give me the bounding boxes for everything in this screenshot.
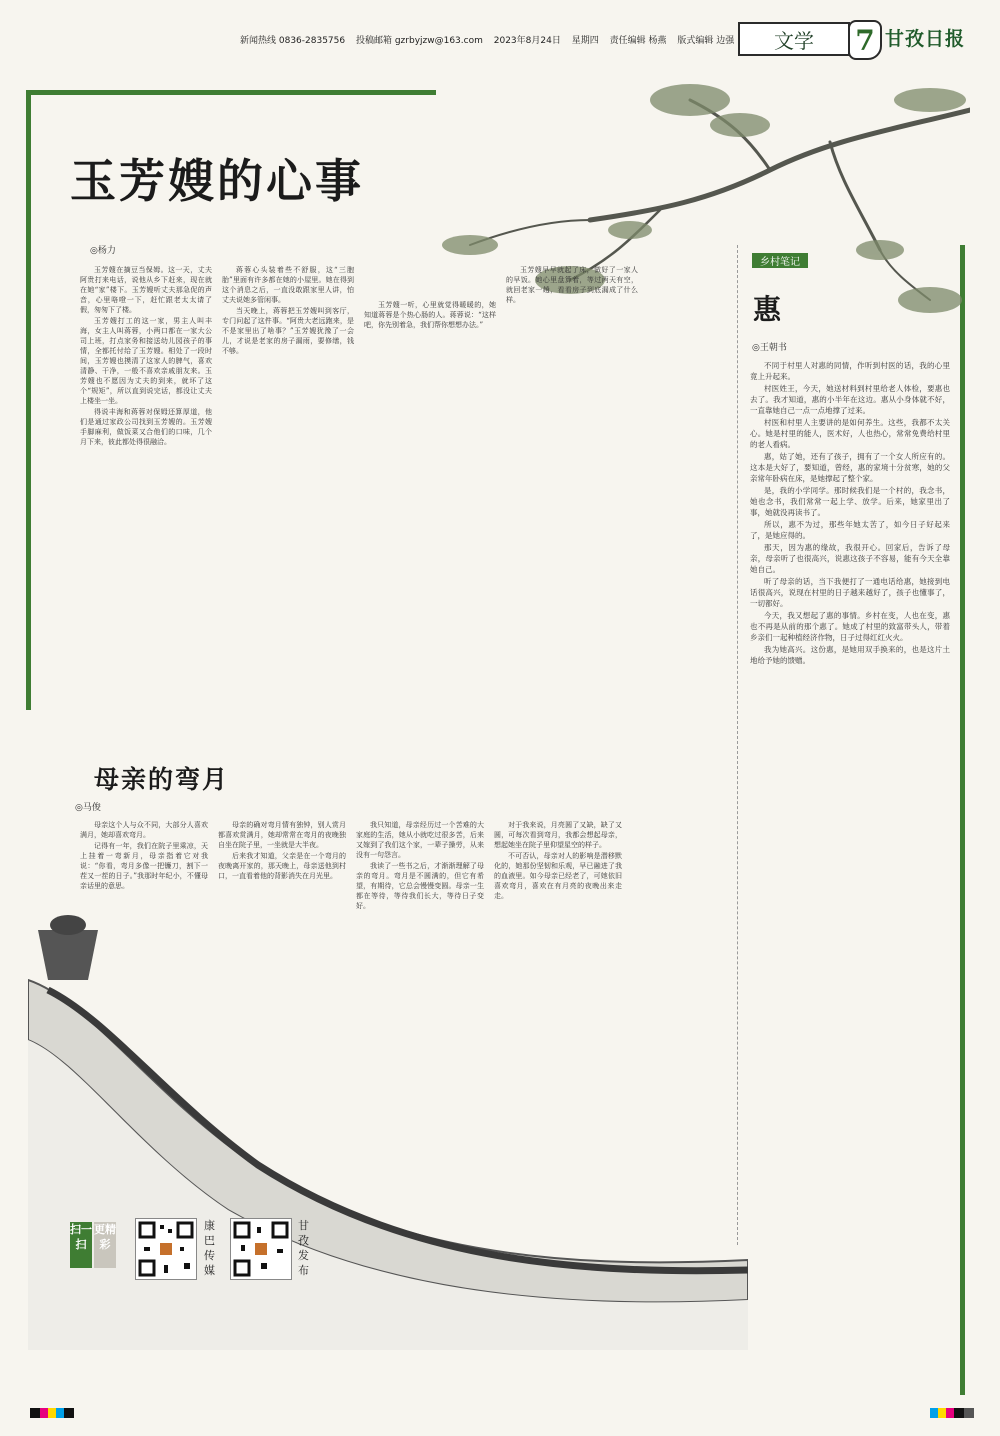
qr-pattern-icon [231,1219,291,1279]
article-paragraph: 玉芳嫂打工的这一家，男主人叫丰海，女主人叫蒋蓉，小两口都在一家大公司上班，打点家务和接送幼儿园孩子的事情，全都托付给了玉芳嫂。相处了一段时间，玉芳嫂也摸清了这家人的脾气，喜欢清静、干净，一般不喜欢亲戚朋友来。玉芳嫂也不愿因为丈夫的到来，就坏了这个“规矩”，所以直到说完话，都没让丈夫上楼坐一坐。 [80,317,212,405]
sidebar-paragraph: 那天，因为惠的缘故，我很开心。回家后，告诉了母亲，母亲听了也很高兴，说惠这孩子不容易，能有今天全靠她自己。 [750,543,950,574]
sidebar-paragraph: 不同于村里人对惠的同情，作听到村医的话，我的心里竟上升起来。 [750,361,950,381]
submission-email: 投稿邮箱 gzrbyjzw@163.com [355,36,483,46]
frame-top-line [26,90,436,95]
qr-pattern-icon [136,1219,196,1279]
registration-marks-right [930,1408,974,1418]
sidebar-title: 惠 [753,293,782,326]
sidebar-paragraph: 村医和村里人主要讲的是如何养生。这些，我都不太关心。她是村里的能人，医术好，人也热心，常常免费给村里的老人看病。 [750,418,950,449]
article-paragraph: 记得有一年，我们在院子里乘凉，天上挂着一弯新月，母亲指着它对我说：“你看，弯月多像一把镰刀，割下一茬又一茬的日子。”我那时年纪小，不懂母亲话里的意思。 [80,842,208,890]
registration-marks-left [30,1408,74,1418]
sidebar-right-line [960,245,965,1395]
tree-branch-illustration [410,70,970,330]
sidebar-author: ◎王朝书 [752,343,787,353]
sidebar-paragraph: 今天，我又想起了惠的事情。乡村在变，人也在变，惠也不再是从前的那个惠了。她成了村里的致富带头人，带着乡亲们一起种植经济作物，日子过得红红火火。 [750,611,950,642]
sidebar-paragraph: 我为她高兴。这份惠，是她用双手换来的，也是这片土地给予她的馈赠。 [750,645,950,665]
scan-badge-more: 更精彩 [94,1222,116,1268]
article-title: 玉芳嫂的心事 [70,154,364,208]
scan-badge: 扫一扫 [70,1222,92,1268]
article-paragraph: 母亲这个人与众不同，大部分人喜欢满月，她却喜欢弯月。 [80,821,208,839]
article-title: 母亲的弯月 [94,765,230,794]
article-author: ◎杨力 [90,246,116,256]
article-paragraph: 母亲的确对弯月情有独钟，别人赏月都喜欢赏满月，她却常常在弯月的夜晚独自坐在院子里，一坐就是大半夜。 [218,821,346,849]
sidebar-paragraph: 是，我的小学同学。那时候我们是一个村的，我念书，她也念书，我们常常一起上学、放学。后来，她家里出了事，她就没再读书了。 [750,486,950,517]
sidebar-column [750,360,950,1390]
article-column [506,265,638,735]
article-author: ◎马俊 [75,803,101,813]
qr-label-kangba: 康巴传媒 [204,1219,215,1277]
layout-editor: 版式编辑 边强 [677,36,735,46]
article-paragraph: 后来我才知道，父亲是在一个弯月的夜晚离开家的，那天晚上，母亲送他到村口，一直看着他的背影消失在月光里。 [218,852,346,880]
column-tag: 乡村笔记 [752,253,808,268]
article-paragraph: 我只知道，母亲经历过一个苦难的大家庭的生活，她从小就吃过很多苦，后来又嫁到了我们这个家，一辈子操劳，从来没有一句怨言。 [356,821,484,859]
page-number: 7 [848,20,882,60]
qr-code-ganzi[interactable] [230,1218,292,1280]
article-paragraph: 得说丰海和蒋蓉对保姆还算厚道，他们是通过家政公司找到玉芳嫂的。玉芳嫂手脚麻利，做饭菜又合他们的口味，几个月下来，彼此都处得很融洽。 [80,408,212,446]
article-column [356,820,484,1070]
article-column [218,820,346,1050]
article-paragraph: 玉芳嫂在摘豆当保姆。这一天，丈夫阿贵打来电话，说他从乡下赶来，现在就在她“家”楼下。玉芳嫂听丈夫那急促的声音，心里咯噔一下，赶忙跟老太太请了假，匆匆下了楼。 [80,266,212,314]
section-label: 文学 [738,22,850,56]
article-column [494,820,622,1070]
frame-left-line [26,90,31,710]
article-column [80,820,208,1050]
issue-date: 2023年8月24日 [493,36,561,46]
sidebar-paragraph: 所以，惠不为过，那些年她太苦了，如今日子好起来了，是她应得的。 [750,520,950,540]
hotline: 新闻热线 0836-2835756 [240,36,346,46]
article-paragraph: 当天晚上，蒋蓉把玉芳嫂叫到客厅，专门问起了这件事。“阿贵大老远跑来，是不是家里出了啥事？”玉芳嫂犹豫了一会儿，才说是老家的房子漏雨，要修缮，钱不够。 [222,307,354,355]
article-paragraph: 我读了一些书之后，才渐渐理解了母亲的弯月。弯月是不圆满的，但它有希望，有期待，它总会慢慢变圆。母亲一生都在等待，等待我们长大，等待日子变好。 [356,862,484,910]
sidebar-paragraph: 听了母亲的话，当下我便打了一通电话给惠，她接到电话很高兴，说现在村里的日子越来越好了，孩子也懂事了，一切都好。 [750,577,950,608]
article-column [364,300,496,735]
issue-weekday: 星期四 [571,36,599,46]
article-paragraph: 玉芳嫂早早就起了床，做好了一家人的早饭。她心里盘算着，等过两天有空，就回老家一趟，看看房子到底漏成了什么样。 [506,266,638,304]
article-column [80,265,212,735]
article-column [222,265,354,735]
qr-code-kangba[interactable] [135,1218,197,1280]
article-paragraph: 不可否认，母亲对人的影响是潜移默化的，她那份坚韧和乐观，早已融进了我的血液里。如今母亲已经老了，可她依旧喜欢弯月，喜欢在有月亮的夜晚出来走走。 [494,852,622,900]
sidebar-paragraph: 村医姓王，今天，她送材料到村里给老人体检，要惠也去了。我才知道，惠的小半年在这边。惠从小身体就不好，一直靠她自己一点一点地撑了过来。 [750,384,950,415]
responsible-editor: 责任编辑 杨燕 [609,36,667,46]
article-paragraph: 玉芳嫂一听，心里就觉得暖暖的，她知道蒋蓉是个热心肠的人。蒋蓉说：“这样吧，你先别着急，我们帮你想想办法。” [364,301,496,329]
sidebar-paragraph: 惠，姑了她，还有了孩子，拥有了一个女人所应有的。这本是大好了，要知道，曾经，惠的家境十分贫寒，她的父亲常年卧病在床，是她撑起了整个家。 [750,452,950,483]
article-paragraph: 对于我来说，月亮圆了又缺，缺了又圆，可每次看到弯月，我都会想起母亲，想起她坐在院子里仰望星空的样子。 [494,821,622,849]
article-paragraph: 蒋蓉心头装着些不舒服，这“三胞胎”里面有许多都在她的小屋里。她在得到这个消息之后，一直没敢跟家里人讲，怕丈夫说她多管闲事。 [222,266,354,304]
header-info-line [240,33,742,46]
masthead-logo: 甘孜日报 [885,28,966,50]
qr-label-ganzi: 甘孜发布 [298,1219,309,1277]
